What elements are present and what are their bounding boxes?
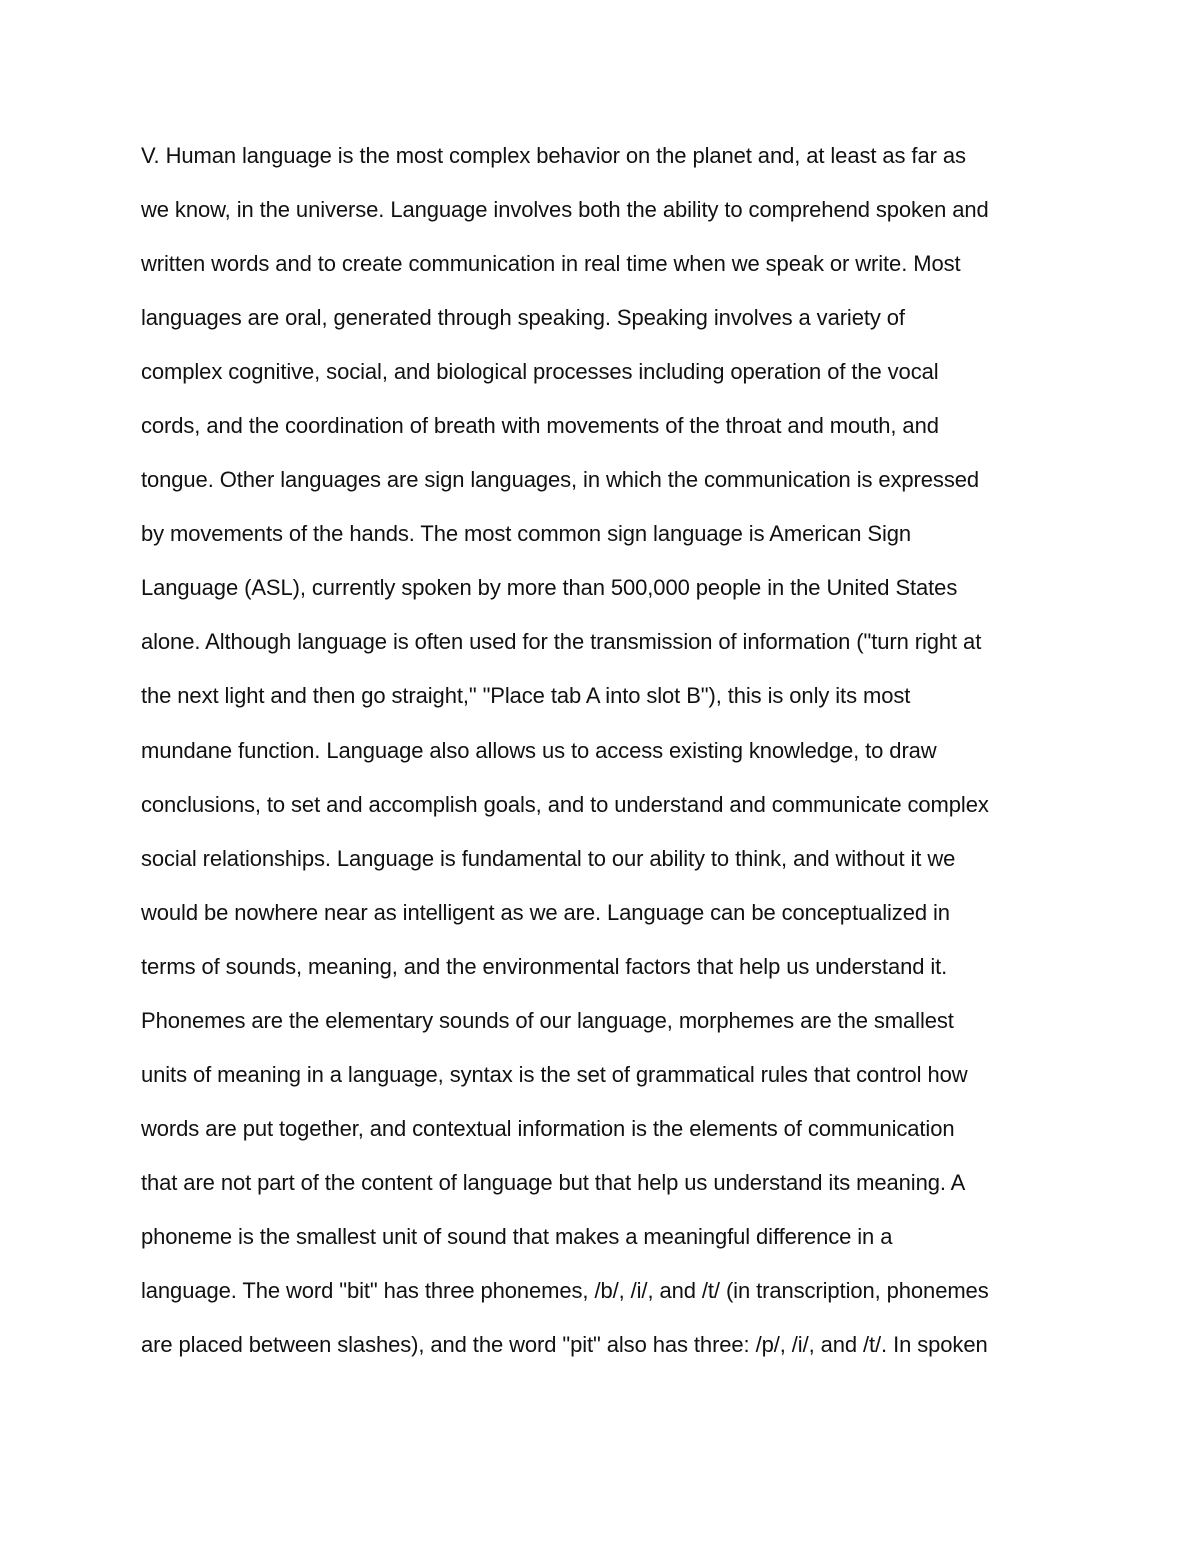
body-paragraph: [141, 129, 1071, 1372]
text-line: mundane function. Language also allows us to access existing knowledge, to draw: [141, 737, 937, 763]
text-line: V. Human language is the most complex behavior on the planet and, at least as far as: [141, 143, 966, 168]
text-line: terms of sounds, meaning, and the environmental factors that help us understand it.: [141, 953, 948, 979]
text-line: the next light and then go straight," "Place tab A into slot B"), this is only its most: [141, 683, 911, 709]
text-line: units of meaning in a language, syntax is the set of grammatical rules that control how: [141, 1061, 968, 1087]
text-line: written words and to create communication in real time when we speak or write. Most: [141, 251, 961, 277]
text-line: are placed between slashes), and the word "pit" also has three: /p/, /i/, and /t/. In spoken: [141, 1332, 988, 1358]
text-line: that are not part of the content of language but that help us understand its meaning. A: [141, 1169, 966, 1195]
text-line: Phonemes are the elementary sounds of our language, morphemes are the smallest: [141, 1007, 954, 1033]
text-line: conclusions, to set and accomplish goals, and to understand and communicate complex: [141, 791, 989, 817]
text-line: languages are oral, generated through speaking. Speaking involves a variety of: [141, 305, 905, 331]
text-line: cords, and the coordination of breath with movements of the throat and mouth, and: [141, 413, 939, 439]
text-line: we know, in the universe. Language involves both the ability to comprehend spoken and: [141, 197, 989, 223]
text-line: would be nowhere near as intelligent as we are. Language can be conceptualized in: [141, 899, 950, 925]
text-line: by movements of the hands. The most common sign language is American Sign: [141, 521, 912, 547]
text-line: social relationships. Language is fundamental to our ability to think, and without it we: [141, 845, 956, 871]
text-line: complex cognitive, social, and biological processes including operation of the vocal: [141, 359, 939, 385]
text-line: tongue. Other languages are sign languages, in which the communication is expressed: [141, 467, 979, 493]
text-line: alone. Although language is often used for the transmission of information ("turn right at: [141, 629, 982, 655]
text-line: phoneme is the smallest unit of sound that makes a meaningful difference in a: [141, 1223, 893, 1249]
text-line: Language (ASL), currently spoken by more than 500,000 people in the United States: [141, 575, 958, 601]
text-line: words are put together, and contextual information is the elements of communication: [141, 1115, 955, 1141]
text-line: language. The word "bit" has three phonemes, /b/, /i/, and /t/ (in transcription, phonemes: [141, 1277, 989, 1303]
